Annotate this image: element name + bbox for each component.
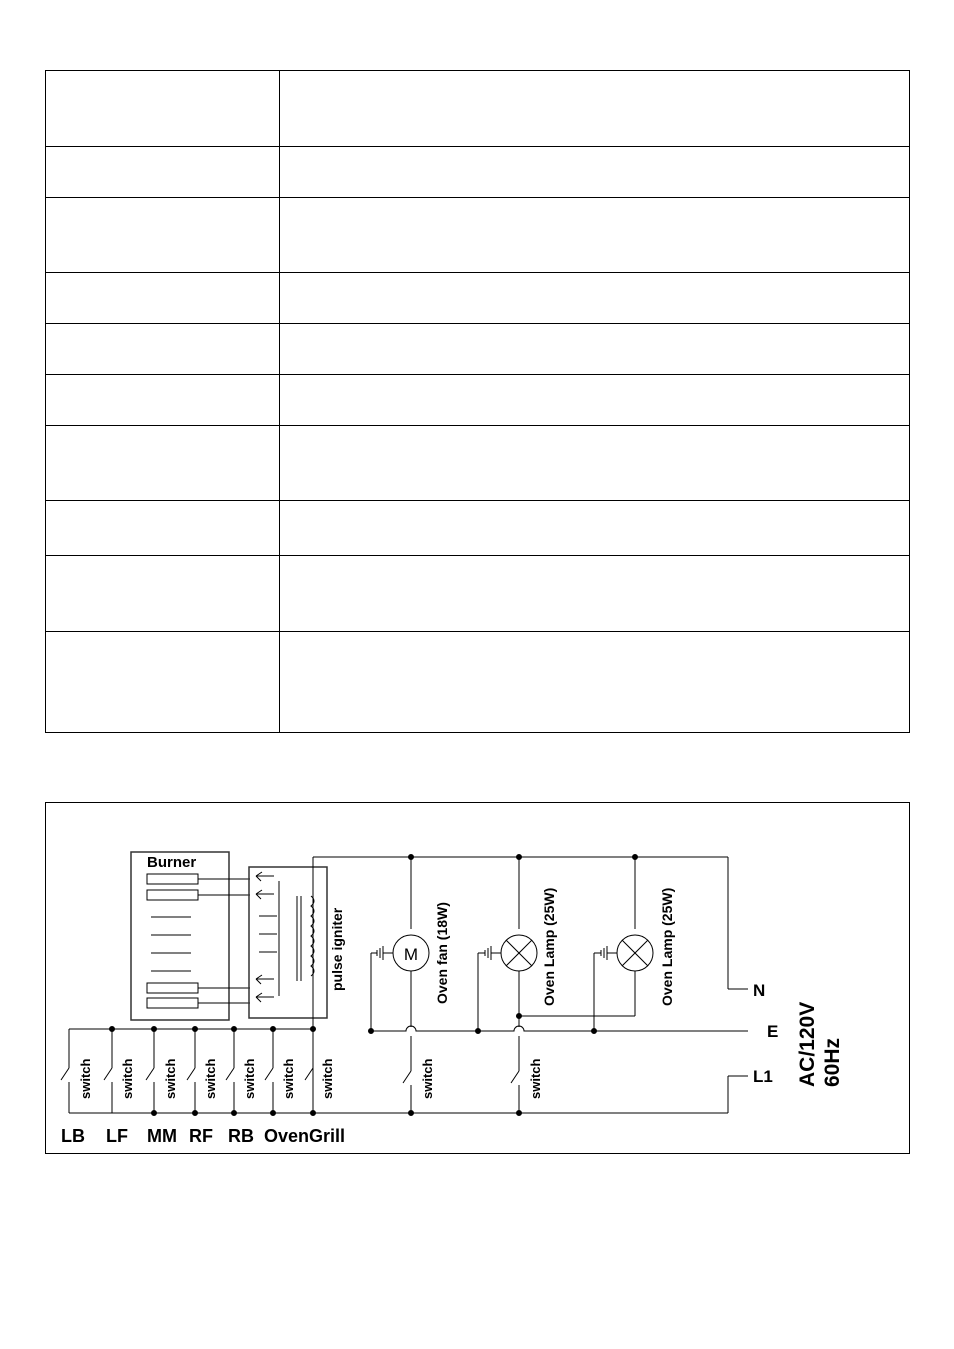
burner-label-rf: RF <box>189 1126 213 1146</box>
table-row <box>46 198 910 273</box>
table-row <box>46 273 910 324</box>
switch-label: switch <box>163 1058 178 1099</box>
row-value <box>280 632 910 733</box>
switch-label: switch <box>78 1058 93 1099</box>
burner-label: Burner <box>147 854 197 871</box>
switches <box>61 1029 543 1113</box>
oven-lamp-1 <box>478 888 557 1031</box>
switch-rb <box>226 1029 257 1113</box>
row-label <box>46 426 280 501</box>
table-row <box>46 324 910 375</box>
row-value <box>280 426 910 501</box>
wiring-diagram-svg <box>46 803 909 1153</box>
wiring-diagram <box>45 802 910 1154</box>
switch-lamp <box>511 1036 543 1113</box>
burner-position-labels <box>61 1126 345 1146</box>
table-row <box>46 632 910 733</box>
row-value <box>280 324 910 375</box>
switch-lf <box>104 1029 135 1113</box>
oven-grill-label: OvenGrill <box>264 1126 346 1146</box>
row-label <box>46 147 280 198</box>
switch-mm <box>146 1029 178 1113</box>
switch-label: switch <box>281 1058 296 1099</box>
switch-label: switch <box>420 1058 435 1099</box>
supply-voltage-label: AC/120V <box>796 1001 819 1087</box>
table-row <box>46 71 910 147</box>
row-value <box>280 71 910 147</box>
switch-lb <box>61 1029 93 1113</box>
igniter-label: pulse igniter <box>329 907 345 991</box>
switch-rf <box>187 1029 218 1113</box>
igniter-bus <box>69 1027 316 1032</box>
lamp1-label: Oven Lamp (25W) <box>541 887 557 1006</box>
switch-label: switch <box>320 1058 335 1099</box>
burner-label-mm: MM <box>147 1126 177 1146</box>
row-label <box>46 375 280 426</box>
switch-oven <box>265 1029 296 1113</box>
row-value <box>280 147 910 198</box>
spec-table <box>45 70 910 733</box>
row-value <box>280 501 910 556</box>
supply-frequency-label: 60Hz <box>821 1037 844 1087</box>
row-label <box>46 273 280 324</box>
row-label <box>46 71 280 147</box>
row-label <box>46 324 280 375</box>
table-row <box>46 501 910 556</box>
row-value <box>280 273 910 324</box>
burner-label-rb: RB <box>228 1126 254 1146</box>
row-label <box>46 501 280 556</box>
table-row <box>46 556 910 632</box>
row-label <box>46 556 280 632</box>
switch-label: switch <box>242 1058 257 1099</box>
burner-label-lf: LF <box>106 1126 128 1146</box>
switch-label: switch <box>203 1058 218 1099</box>
table-row <box>46 375 910 426</box>
switch-grill <box>305 1029 335 1113</box>
table-row <box>46 147 910 198</box>
terminal-l1-label: L1 <box>753 1067 773 1086</box>
row-value <box>280 198 910 273</box>
row-value <box>280 375 910 426</box>
earth-wire <box>369 1026 749 1034</box>
fan-label: Oven fan (18W) <box>434 902 450 1004</box>
row-value <box>280 556 910 632</box>
pulse-igniter <box>249 867 345 1018</box>
switch-label: switch <box>120 1058 135 1099</box>
terminal-n-label: N <box>753 981 766 1000</box>
burner-block <box>131 852 250 1020</box>
table-row <box>46 426 910 501</box>
fan-symbol: M <box>403 945 419 964</box>
lamp2-label: Oven Lamp (25W) <box>659 887 675 1006</box>
terminal-e-label: E <box>767 1022 779 1041</box>
switch-label: switch <box>528 1058 543 1099</box>
switch-fan <box>403 1036 435 1113</box>
row-label <box>46 198 280 273</box>
burner-label-lb: LB <box>61 1126 85 1146</box>
row-label <box>46 632 280 733</box>
